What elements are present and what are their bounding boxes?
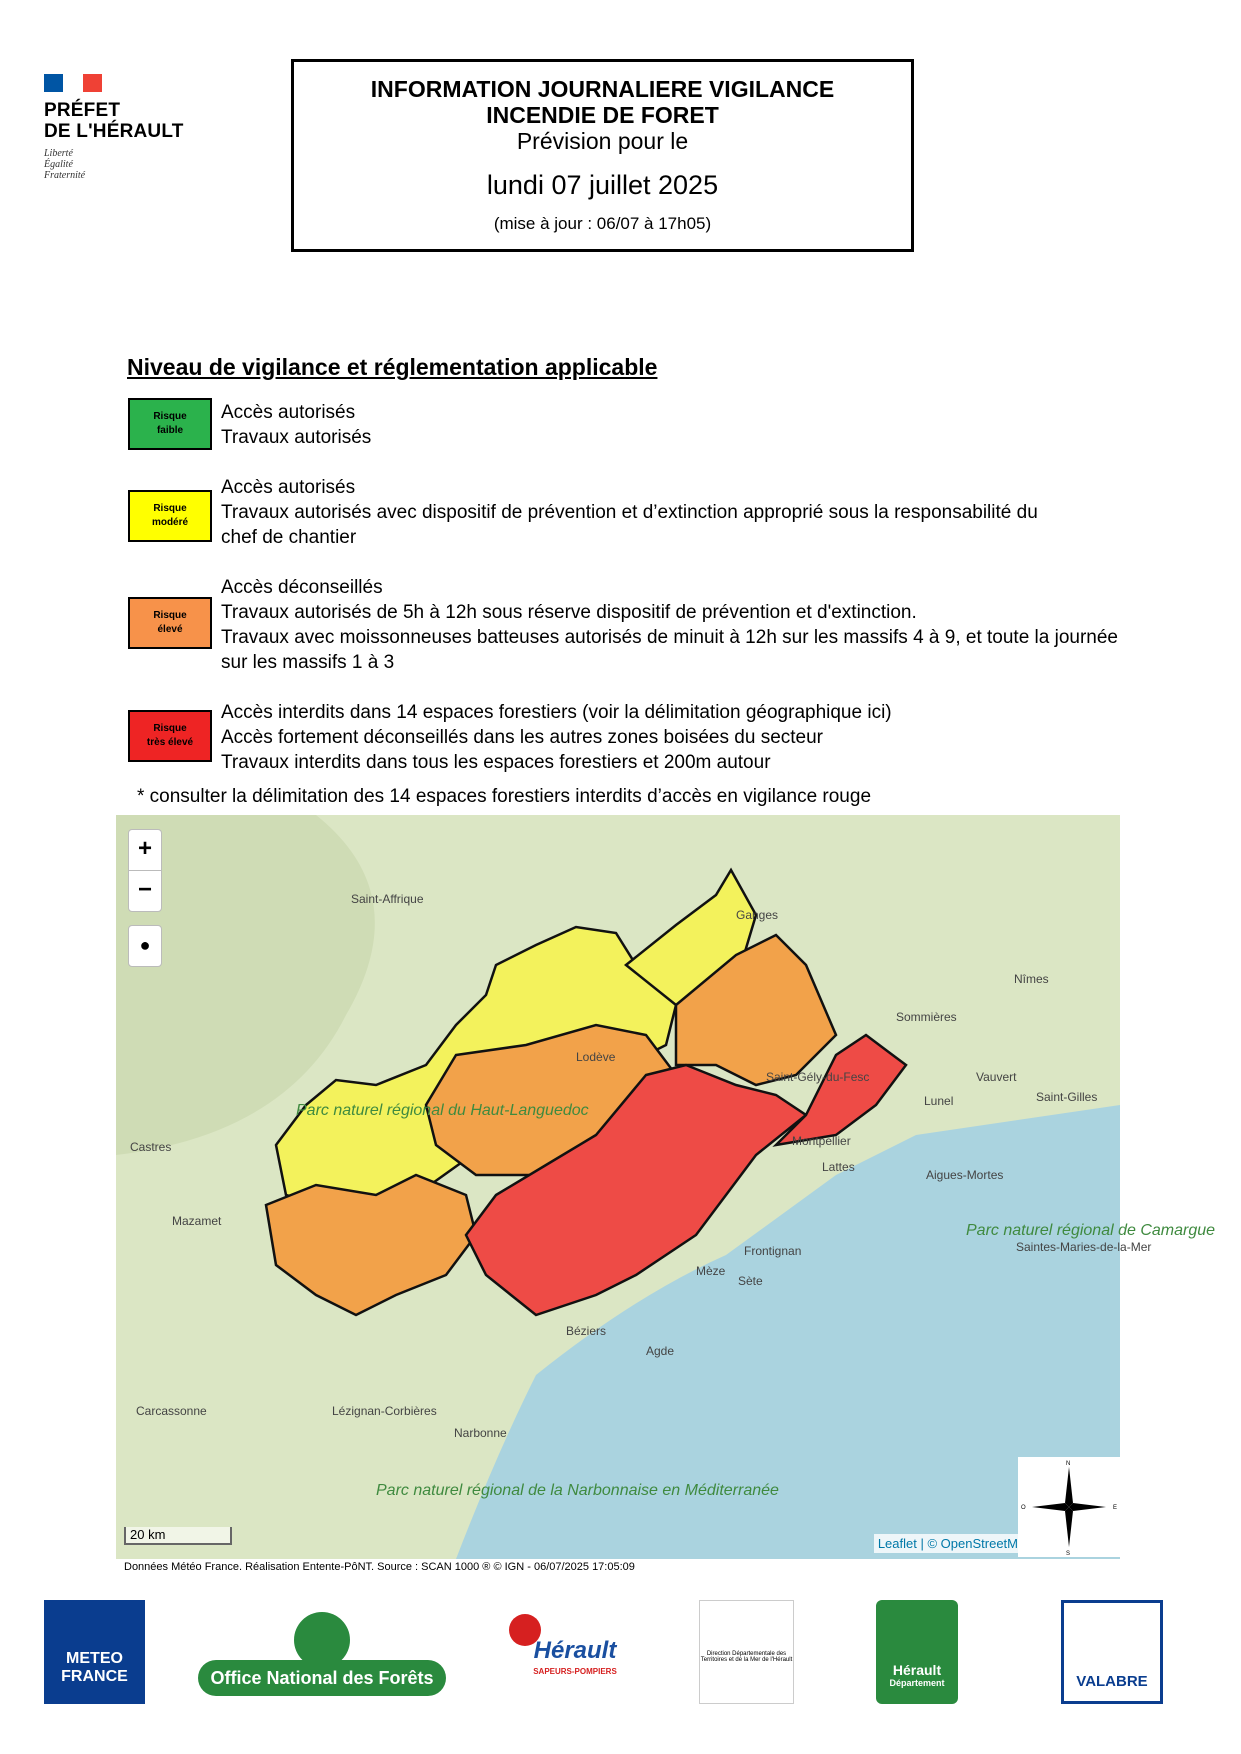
footnote: * consulter la délimitation des 14 espaces forestiers interdits d’accès en vigilance rouge bbox=[137, 786, 872, 807]
place-label: Carcassonne bbox=[136, 1404, 207, 1418]
place-label: Saintes-Maries-de-la-Mer bbox=[1016, 1240, 1152, 1254]
place-label: Aigues-Mortes bbox=[926, 1168, 1004, 1182]
compass-rose bbox=[1018, 1457, 1120, 1557]
motto-egalite: Égalité bbox=[44, 159, 73, 170]
badge-level: modéré bbox=[151, 517, 189, 528]
onf-logo bbox=[194, 1610, 450, 1700]
level-line: Accès fortement déconseillés dans les autres zones boisées du secteur bbox=[221, 727, 823, 748]
forecast-date: lundi 07 juillet 2025 bbox=[486, 170, 719, 200]
osm-link[interactable]: | © OpenStreetM bbox=[920, 1536, 1018, 1551]
herault-sub-label: Département bbox=[889, 1678, 945, 1688]
level-line: Travaux autorisés avec dispositif de prévention et d’extinction approprié sous la responsabilité du bbox=[221, 502, 1038, 523]
map-attribution bbox=[874, 1534, 1022, 1553]
map-canvas bbox=[116, 815, 1216, 1559]
globe-icon[interactable]: ● bbox=[128, 925, 162, 967]
herault-label: DE L'HÉRAULT bbox=[44, 121, 184, 142]
herault-department-logo bbox=[876, 1600, 958, 1704]
herault-label: Hérault bbox=[892, 1662, 942, 1678]
level-line: Travaux autorisés de 5h à 12h sous réserve dispositif de prévention et d'extinction. bbox=[221, 602, 917, 623]
place-label: Lézignan-Corbières bbox=[332, 1404, 437, 1418]
ddtm-logo: Direction Départementale des Territoires et de la Mer de l'Hérault bbox=[699, 1600, 794, 1704]
leaflet-link[interactable]: Leaflet bbox=[877, 1536, 917, 1551]
place-label: Lattes bbox=[822, 1160, 855, 1174]
meteo-france-logo: METEO FRANCE bbox=[44, 1600, 145, 1704]
prefet-logo bbox=[44, 74, 204, 181]
place-label: Mazamet bbox=[172, 1214, 222, 1228]
level-very-high-text bbox=[221, 700, 1221, 775]
level-line: Travaux avec moissonneuses batteuses autorisés de minuit à 12h sur les massifs 4 à 9, et toute la journée bbox=[221, 627, 1118, 648]
level-high-text bbox=[221, 575, 1221, 675]
badge-label: Risque bbox=[153, 411, 187, 422]
header-box bbox=[291, 59, 914, 252]
level-line: chef de chantier bbox=[221, 527, 357, 548]
risk-badge-moderate bbox=[128, 490, 212, 542]
level-line: Travaux autorisés bbox=[221, 427, 372, 448]
place-label: Nîmes bbox=[1014, 972, 1049, 986]
forecast-label: Prévision pour le bbox=[516, 128, 689, 154]
valabre-logo: VALABRE bbox=[1061, 1600, 1163, 1704]
place-label: Vauvert bbox=[976, 1070, 1017, 1084]
place-label: Lodève bbox=[576, 1050, 616, 1064]
level-low-text bbox=[221, 400, 1221, 450]
place-label: Agde bbox=[646, 1344, 675, 1358]
risk-badge-very-high bbox=[128, 710, 212, 762]
place-label: Saint-Affrique bbox=[351, 892, 424, 906]
risk-badge-low bbox=[128, 398, 212, 450]
level-line: sur les massifs 1 à 3 bbox=[221, 652, 395, 673]
park-label-haut-languedoc: Parc naturel régional du Haut-Languedoc bbox=[296, 1102, 589, 1119]
place-label: Béziers bbox=[566, 1324, 607, 1338]
badge-label: Risque bbox=[153, 723, 187, 734]
zoom-in-button[interactable]: + bbox=[128, 829, 162, 871]
place-label: Ganges bbox=[736, 908, 779, 922]
badge-level: élevé bbox=[157, 624, 183, 635]
zoom-out-button[interactable]: − bbox=[128, 870, 162, 912]
badge-label: Risque bbox=[153, 503, 187, 514]
compass-n: N bbox=[1066, 1461, 1071, 1467]
data-source: Données Météo France. Réalisation Entente-PôNT. Source : SCAN 1000 ® © IGN - 06/07/2025 17:05:09 bbox=[124, 1561, 635, 1573]
level-line: Accès autorisés bbox=[221, 402, 356, 423]
header-title-line1: INFORMATION JOURNALIERE VIGILANCE bbox=[370, 76, 835, 102]
sdis-sub-label: SAPEURS-POMPIERS bbox=[533, 1667, 617, 1676]
place-label: Sète bbox=[738, 1274, 763, 1288]
badge-label: Risque bbox=[153, 610, 187, 621]
level-moderate-text bbox=[221, 475, 1221, 550]
risk-badge-high bbox=[128, 597, 212, 649]
header-title-line2: INCENDIE DE FORET bbox=[486, 102, 719, 128]
section-title: Niveau de vigilance et réglementation applicable bbox=[127, 354, 658, 380]
compass-o: O bbox=[1021, 1505, 1026, 1511]
update-time: (mise à jour : 06/07 à 17h05) bbox=[493, 214, 712, 233]
compass-icon bbox=[1018, 1457, 1120, 1557]
motto-liberte: Liberté bbox=[44, 148, 73, 159]
place-label: Narbonne bbox=[454, 1426, 507, 1440]
place-label: Montpellier bbox=[792, 1134, 851, 1148]
badge-level: très élevé bbox=[146, 737, 194, 748]
place-label: Frontignan bbox=[744, 1244, 802, 1258]
sdis-label: Hérault bbox=[533, 1637, 617, 1664]
onf-label: Office National des Forêts bbox=[210, 1668, 434, 1688]
place-label: Lunel bbox=[924, 1094, 954, 1108]
compass-s: S bbox=[1066, 1551, 1071, 1557]
compass-e: E bbox=[1113, 1505, 1118, 1511]
sdis-logo bbox=[505, 1600, 640, 1704]
place-label: Saint-Gilles bbox=[1036, 1090, 1098, 1104]
french-flag-icon bbox=[44, 74, 102, 92]
place-label: Castres bbox=[130, 1140, 172, 1154]
park-label-camargue: Parc naturel régional de Camargue bbox=[966, 1222, 1216, 1239]
place-label: Saint-Gély-du-Fesc bbox=[766, 1070, 870, 1084]
place-label: Mèze bbox=[696, 1264, 726, 1278]
badge-level: faible bbox=[156, 425, 184, 436]
level-line: Accès déconseillés bbox=[221, 577, 383, 598]
motto-fraternite: Fraternité bbox=[44, 170, 86, 181]
prefet-label: PRÉFET bbox=[44, 100, 121, 121]
level-line: Travaux interdits dans tous les espaces forestiers et 200m autour bbox=[221, 752, 771, 773]
level-line: Accès autorisés bbox=[221, 477, 356, 498]
park-label-narbonnaise: Parc naturel régional de la Narbonnaise en Méditerranée bbox=[376, 1482, 779, 1499]
place-label: Sommières bbox=[896, 1010, 957, 1024]
level-line: Accès interdits dans 14 espaces forestiers (voir la délimitation géographique ici) bbox=[221, 702, 892, 723]
scale-bar: 20 km bbox=[124, 1527, 232, 1545]
vigilance-map[interactable] bbox=[116, 815, 1216, 1559]
